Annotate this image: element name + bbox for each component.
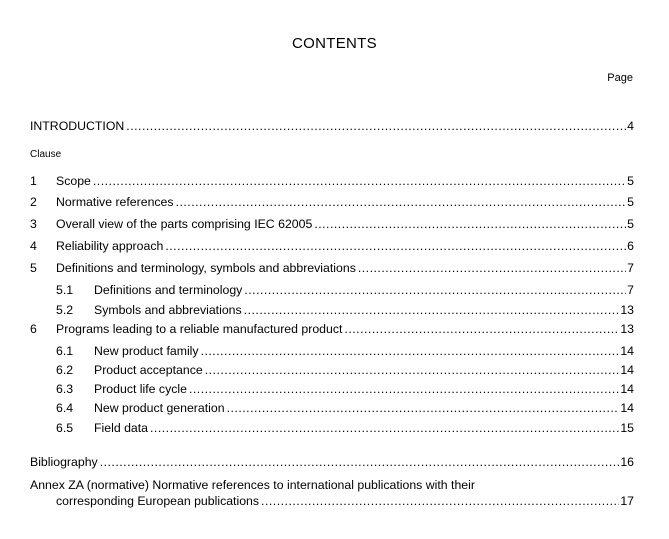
dot-leader [189, 381, 619, 398]
toc-entry-number: 3 [30, 217, 37, 231]
toc-entry-number: 5 [30, 261, 37, 275]
dot-leader [201, 343, 620, 360]
dot-leader [165, 238, 626, 255]
toc-entry-clause-6-2[interactable] [56, 362, 634, 379]
dot-leader [344, 321, 619, 338]
toc-entry-clause-5-1[interactable] [56, 282, 634, 299]
toc-entry-number: 6.2 [56, 363, 74, 377]
toc-entry-number: 6.5 [56, 421, 74, 435]
toc-entry-clause-6-1[interactable] [56, 343, 634, 360]
toc-entry-page: 17 [620, 494, 634, 508]
toc-entry-page: 5 [627, 195, 634, 209]
toc-entry-number: 2 [30, 195, 37, 209]
toc-entry-clause-1[interactable] [30, 173, 634, 190]
toc-entry-text: Overall view of the parts comprising IEC 62005 [56, 217, 313, 231]
contents-title: CONTENTS [292, 35, 377, 52]
toc-entry-text: corresponding European publications [56, 494, 260, 508]
toc-entry-number: 4 [30, 239, 37, 253]
toc-entry-clause-2[interactable] [30, 194, 634, 211]
toc-entry-text: Bibliography [30, 455, 98, 469]
toc-entry-page: 7 [627, 283, 634, 297]
toc-entry-clause-5[interactable] [30, 260, 634, 277]
clause-column-label: Clause [30, 149, 62, 160]
dot-leader [244, 302, 620, 319]
toc-entry-text: Programs leading to a reliable manufactured product [56, 322, 343, 336]
dot-leader [150, 420, 619, 437]
toc-entry-text: INTRODUCTION [30, 119, 125, 133]
toc-entry-page: 13 [620, 322, 634, 336]
toc-entry-number: 6.1 [56, 344, 74, 358]
toc-entry-page: 6 [627, 239, 634, 253]
toc-entry-text: Field data [94, 421, 149, 435]
dot-leader [205, 362, 620, 379]
dot-leader [227, 400, 620, 417]
toc-entry-page: 4 [627, 119, 634, 133]
toc-entry-annex-za-line-1[interactable]: Annex ZA (normative) Normative references to international publications with their [30, 478, 475, 492]
dot-leader [358, 260, 626, 277]
toc-entry-annex-za[interactable] [56, 493, 634, 510]
dot-leader [93, 173, 626, 190]
page-column-label: Page [607, 72, 633, 84]
toc-entry-text: Reliability approach [56, 239, 164, 253]
toc-entry-introduction[interactable] [30, 118, 634, 135]
toc-entry-clause-5-2[interactable] [56, 302, 634, 319]
toc-entry-text: Symbols and abbreviations [94, 303, 242, 317]
toc-entry-page: 14 [620, 401, 634, 415]
toc-entry-number: 6 [30, 322, 37, 336]
toc-entry-text: Definitions and terminology, symbols and abbreviations [56, 261, 356, 275]
toc-entry-page: 5 [627, 174, 634, 188]
toc-entry-clause-4[interactable] [30, 238, 634, 255]
toc-entry-number: 6.3 [56, 382, 74, 396]
toc-entry-page: 14 [620, 344, 634, 358]
toc-entry-clause-6-3[interactable] [56, 381, 634, 398]
dot-leader [100, 454, 620, 471]
toc-entry-page: 5 [627, 217, 634, 231]
toc-entry-clause-3[interactable] [30, 216, 634, 233]
toc-entry-number: 1 [30, 174, 37, 188]
toc-entry-number: 6.4 [56, 401, 74, 415]
toc-entry-clause-6-5[interactable] [56, 420, 634, 437]
toc-entry-page: 15 [620, 421, 634, 435]
toc-entry-page: 14 [620, 382, 634, 396]
toc-entry-text: New product generation [94, 401, 225, 415]
dot-leader [314, 216, 626, 233]
toc-entry-text: New product family [94, 344, 199, 358]
toc-entry-page: 16 [620, 455, 634, 469]
toc-entry-number: 5.1 [56, 283, 74, 297]
toc-entry-text: Product acceptance [94, 363, 203, 377]
toc-entry-text: Definitions and terminology [94, 283, 243, 297]
dot-leader [261, 493, 619, 510]
toc-entry-page: 13 [620, 303, 634, 317]
toc-entry-page: 14 [620, 363, 634, 377]
toc-entry-page: 7 [627, 261, 634, 275]
toc-entry-text: Scope [56, 174, 91, 188]
toc-entry-bibliography[interactable] [30, 454, 634, 471]
toc-entry-clause-6-4[interactable] [56, 400, 634, 417]
toc-entry-number: 5.2 [56, 303, 74, 317]
toc-entry-text: Product life cycle [94, 382, 187, 396]
dot-leader [126, 118, 626, 135]
toc-entry-text: Normative references [56, 195, 174, 209]
dot-leader [244, 282, 626, 299]
toc-entry-clause-6[interactable] [30, 321, 634, 338]
dot-leader [176, 194, 627, 211]
